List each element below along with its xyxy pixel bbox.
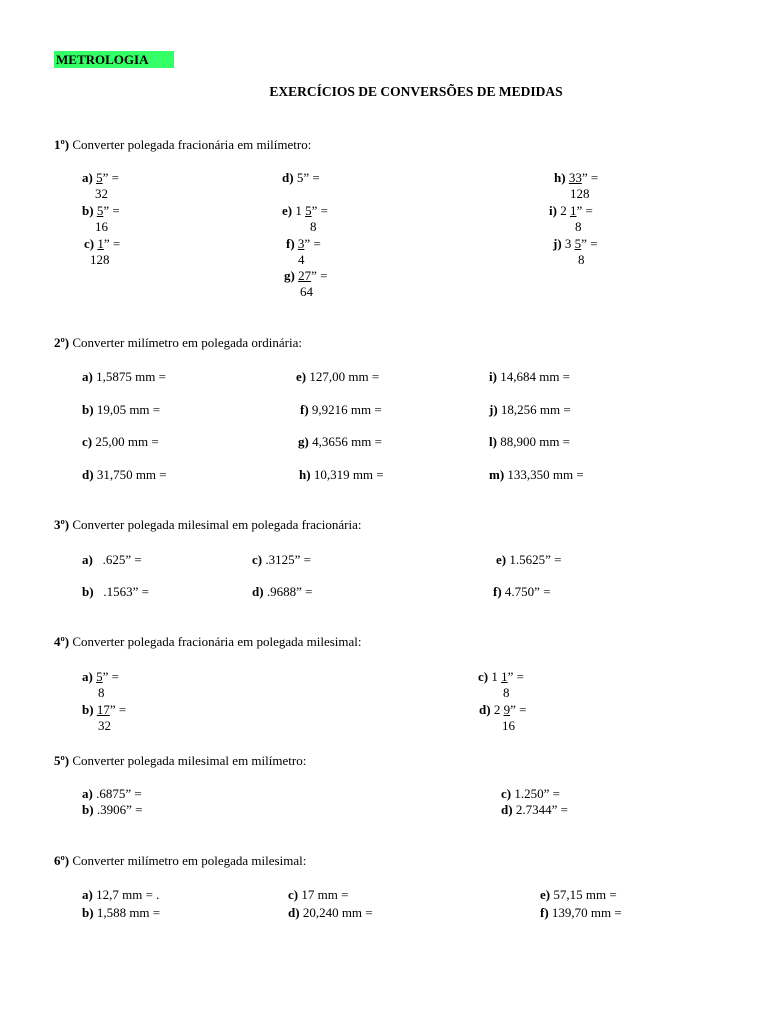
- item-text: .3125” =: [265, 552, 311, 567]
- item-tail: ” =: [581, 236, 598, 251]
- item-text: 14,684 mm =: [500, 369, 571, 384]
- item-3e: [496, 552, 561, 568]
- item-6d: [288, 905, 373, 921]
- item-6a: [82, 887, 159, 903]
- numerator: 1: [97, 236, 104, 251]
- item-1e: [282, 203, 328, 219]
- item-text: 19,05 mm =: [96, 402, 161, 417]
- item-2j: [489, 402, 571, 418]
- denominator: 4: [298, 252, 305, 267]
- item-text: 18,256 mm =: [500, 402, 571, 417]
- item-6b: [82, 905, 160, 921]
- denominator: 16: [95, 219, 108, 234]
- exercise-number: 6º): [54, 853, 70, 868]
- item-letter: c): [252, 552, 263, 567]
- denominator: 8: [575, 219, 582, 234]
- item-text: 9,9216 mm =: [311, 402, 382, 417]
- item-letter: a): [82, 887, 93, 902]
- exercise-number: 1º): [54, 137, 70, 152]
- item-tail: ” =: [102, 170, 119, 185]
- item-2f: [300, 402, 382, 418]
- item-text: .9688” =: [266, 584, 313, 599]
- item-letter: d): [282, 170, 294, 185]
- item-letter: b): [82, 802, 94, 817]
- item-text: 1.250” =: [514, 786, 560, 801]
- exercise-number: 2º): [54, 335, 70, 350]
- item-6c: [288, 887, 348, 903]
- item-2b: [82, 402, 160, 418]
- item-text: 20,240 mm =: [302, 905, 373, 920]
- item-4d: [479, 702, 526, 718]
- item-3b: [82, 584, 149, 600]
- numerator: 33: [568, 170, 582, 185]
- item-4c: [478, 669, 524, 685]
- item-letter: c): [501, 786, 512, 801]
- item-2m: [489, 467, 584, 483]
- exercise-3-heading: [54, 517, 362, 533]
- item-text: 88,900 mm =: [500, 434, 571, 449]
- numerator: 1: [569, 203, 577, 218]
- numerator: 17: [96, 702, 110, 717]
- item-tail: ” =: [581, 170, 599, 185]
- item-letter: m): [489, 467, 505, 482]
- item-text: 2.7344” =: [515, 802, 568, 817]
- item-5a: [82, 786, 142, 802]
- numerator: 3: [297, 236, 305, 251]
- numerator: 27: [298, 268, 312, 283]
- item-6f: [540, 905, 622, 921]
- exercise-number: 4º): [54, 634, 70, 649]
- whole-number: 2: [493, 702, 501, 717]
- item-tail: ” =: [102, 669, 119, 684]
- denominator: 8: [578, 252, 585, 267]
- item-letter: d): [82, 467, 94, 482]
- exercise-1-heading: [54, 137, 311, 153]
- denominator: 128: [90, 252, 110, 267]
- item-letter: d): [479, 702, 491, 717]
- exercise-text: Converter polegada fracionária em polegada milesimal:: [72, 634, 362, 649]
- item-letter: e): [282, 203, 293, 218]
- item-letter: l): [489, 434, 497, 449]
- item-letter: f): [540, 905, 549, 920]
- exercise-2-heading: [54, 335, 302, 351]
- item-letter: f): [493, 584, 502, 599]
- item-1j: [553, 236, 598, 252]
- exercise-number: 5º): [54, 753, 70, 768]
- item-letter: a): [82, 786, 93, 801]
- item-tail: ” =: [510, 702, 527, 717]
- item-letter: d): [501, 802, 513, 817]
- denominator: 8: [310, 219, 317, 234]
- numerator: 5: [96, 203, 104, 218]
- item-letter: j): [489, 402, 498, 417]
- exercise-number: 3º): [54, 517, 70, 532]
- item-letter: c): [82, 434, 93, 449]
- item-3c: [252, 552, 311, 568]
- item-1g: [284, 268, 327, 284]
- item-1c: [84, 236, 120, 252]
- exercise-text: Converter polegada fracionária em milímetro:: [72, 137, 312, 152]
- denominator: 64: [300, 284, 313, 299]
- item-letter: e): [296, 369, 307, 384]
- item-text: 10,319 mm =: [313, 467, 384, 482]
- denominator: 32: [98, 718, 111, 733]
- item-letter: a): [82, 369, 93, 384]
- exercise-text: Converter milímetro em polegada ordinária:: [72, 335, 302, 350]
- page-title: EXERCÍCIOS DE CONVERSÕES DE MEDIDAS: [269, 84, 563, 99]
- item-letter: b): [82, 203, 94, 218]
- item-letter: b): [82, 402, 94, 417]
- item-tail: ” =: [109, 702, 127, 717]
- item-text: 4.750” =: [504, 584, 551, 599]
- exercise-5-heading: [54, 753, 306, 769]
- denominator: 8: [98, 685, 105, 700]
- item-letter: c): [84, 236, 95, 251]
- whole-number: 2: [560, 203, 567, 218]
- item-letter: a): [82, 552, 93, 567]
- item-4b: [82, 702, 126, 718]
- item-1i: [549, 203, 593, 219]
- numerator: 5: [305, 203, 312, 218]
- item-text: .625” =: [102, 552, 142, 567]
- item-5c: [501, 786, 560, 802]
- item-tail: ” =: [576, 203, 593, 218]
- item-2d: [82, 467, 167, 483]
- exercise-6-heading: [54, 853, 306, 869]
- item-text: 57,15 mm =: [553, 887, 617, 902]
- item-letter: d): [288, 905, 300, 920]
- whole-number: 3: [564, 236, 572, 251]
- item-text: 5” =: [296, 170, 320, 185]
- item-text: 127,00 mm =: [309, 369, 380, 384]
- item-tail: ” =: [507, 669, 524, 684]
- denominator: 32: [95, 186, 108, 201]
- numerator: 5: [574, 236, 582, 251]
- exercise-text: Converter milímetro em polegada milesimal:: [72, 853, 307, 868]
- numerator: 9: [503, 702, 511, 717]
- item-letter: b): [82, 905, 94, 920]
- item-text: .1563” =: [103, 584, 149, 599]
- item-text: 133,350 mm =: [507, 467, 584, 482]
- item-letter: g): [284, 268, 295, 283]
- denominator: 8: [503, 685, 510, 700]
- item-2g: [298, 434, 382, 450]
- item-text: .3906” =: [96, 802, 143, 817]
- item-text: 1.5625” =: [509, 552, 562, 567]
- exercise-text: Converter polegada milesimal em polegada fracionária:: [72, 517, 362, 532]
- item-text: 1,5875 mm =: [96, 369, 166, 384]
- whole-number: 1: [295, 203, 302, 218]
- subject-tag: METROLOGIA: [54, 51, 174, 68]
- item-text: 12,7 mm = .: [96, 887, 160, 902]
- item-4a: [82, 669, 119, 685]
- item-1f: [286, 236, 321, 252]
- item-5d: [501, 802, 568, 818]
- item-6e: [540, 887, 617, 903]
- item-1h: [554, 170, 598, 186]
- item-letter: j): [553, 236, 562, 251]
- item-3f: [493, 584, 551, 600]
- numerator: 5: [96, 669, 103, 684]
- item-1d: [282, 170, 320, 186]
- item-letter: b): [82, 702, 94, 717]
- item-letter: e): [540, 887, 551, 902]
- item-2i: [489, 369, 570, 385]
- item-2e: [296, 369, 379, 385]
- item-tail: ” =: [103, 203, 120, 218]
- denominator: 16: [502, 718, 515, 733]
- item-tail: ” =: [311, 268, 328, 283]
- item-1a: [82, 170, 119, 186]
- item-letter: g): [298, 434, 309, 449]
- whole-number: 1: [491, 669, 498, 684]
- numerator: 5: [96, 170, 103, 185]
- item-letter: h): [554, 170, 566, 185]
- item-tail: ” =: [304, 236, 321, 251]
- item-letter: f): [300, 402, 309, 417]
- item-tail: ” =: [311, 203, 328, 218]
- item-letter: e): [496, 552, 507, 567]
- item-letter: d): [252, 584, 264, 599]
- item-text: 17 mm =: [301, 887, 349, 902]
- item-2h: [299, 467, 384, 483]
- item-text: .6875” =: [96, 786, 142, 801]
- item-1b: [82, 203, 120, 219]
- item-2l: [489, 434, 570, 450]
- item-letter: f): [286, 236, 295, 251]
- item-letter: b): [82, 584, 94, 599]
- item-2c: [82, 434, 159, 450]
- item-text: 4,3656 mm =: [312, 434, 382, 449]
- item-5b: [82, 802, 142, 818]
- item-text: 139,70 mm =: [551, 905, 622, 920]
- item-text: 1,588 mm =: [96, 905, 161, 920]
- item-tail: ” =: [103, 236, 121, 251]
- item-letter: i): [549, 203, 557, 218]
- exercise-4-heading: [54, 634, 362, 650]
- item-letter: h): [299, 467, 311, 482]
- item-letter: c): [288, 887, 299, 902]
- item-3a: [82, 552, 142, 568]
- item-text: 25,00 mm =: [95, 434, 159, 449]
- item-letter: a): [82, 669, 93, 684]
- item-letter: a): [82, 170, 93, 185]
- numerator: 1: [501, 669, 508, 684]
- item-text: 31,750 mm =: [96, 467, 167, 482]
- item-3d: [252, 584, 312, 600]
- item-2a: [82, 369, 166, 385]
- exercise-text: Converter polegada milesimal em milímetro:: [72, 753, 307, 768]
- item-letter: c): [478, 669, 489, 684]
- denominator: 128: [570, 186, 590, 201]
- item-letter: i): [489, 369, 497, 384]
